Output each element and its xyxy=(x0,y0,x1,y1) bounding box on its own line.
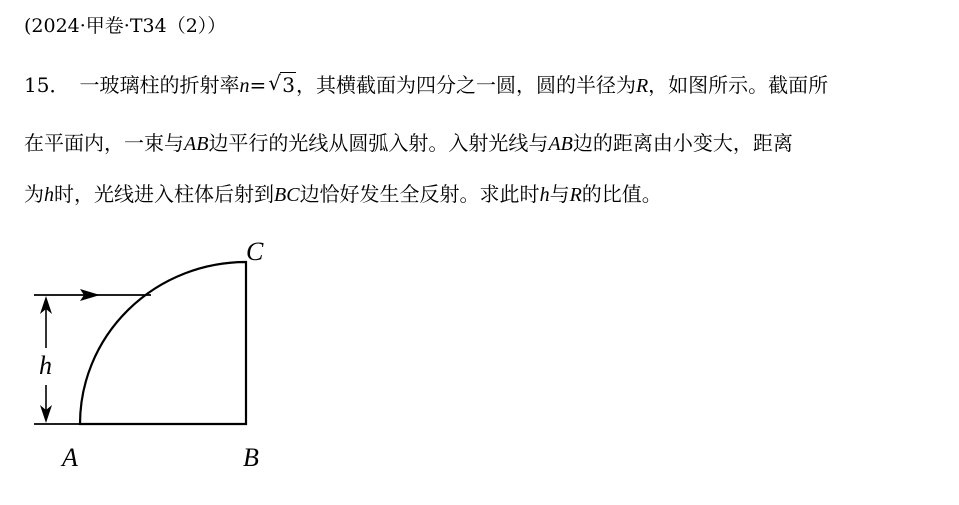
label-A: A xyxy=(62,443,78,472)
label-C: C xyxy=(246,237,264,266)
text-segment: 的比值。 xyxy=(581,182,662,206)
text-segment: 时，光线进入柱体后射到 xyxy=(54,182,274,206)
text-segment: 在平面内，一束与 xyxy=(24,131,184,155)
text-segment: 边恰好发生全反射。求此时 xyxy=(299,182,540,206)
radical-sign: √ xyxy=(268,71,281,95)
text-segment: 与 xyxy=(549,182,570,206)
problem-line-2 xyxy=(24,128,793,159)
quarter-circle-outline xyxy=(80,262,246,424)
text-segment: ，如图所示。截面所 xyxy=(648,73,829,97)
problem-number: 15． xyxy=(24,73,70,97)
sqrt-argument: 3 xyxy=(282,73,295,97)
var-R: R xyxy=(569,184,582,206)
text-segment: 一玻璃柱的折射率 xyxy=(79,73,240,97)
var-h: h xyxy=(539,184,550,206)
question-source: (2024·甲卷·T34（2）） xyxy=(24,15,227,37)
problem-line-1 xyxy=(24,70,828,101)
var-AB: AB xyxy=(184,133,209,155)
problem-line-3 xyxy=(24,179,662,210)
sqrt-expression xyxy=(268,70,296,100)
text-segment: 边的距离由小变大，距离 xyxy=(572,131,793,155)
var-BC: BC xyxy=(274,184,300,206)
var-R: R xyxy=(635,75,649,97)
text-segment: 边平行的光线从圆弧入射。入射光线与 xyxy=(208,131,549,155)
var-AB: AB xyxy=(548,133,573,155)
var-n: n xyxy=(239,75,250,97)
label-h: h xyxy=(39,351,52,380)
text-segment: 为 xyxy=(24,182,44,206)
var-h: h xyxy=(44,184,54,206)
text-segment: ，其横截面为四分之一圆，圆的半径为 xyxy=(295,73,636,97)
label-B: B xyxy=(243,443,259,472)
quarter-circle-figure xyxy=(0,230,300,480)
equals-sign: = xyxy=(249,73,267,97)
